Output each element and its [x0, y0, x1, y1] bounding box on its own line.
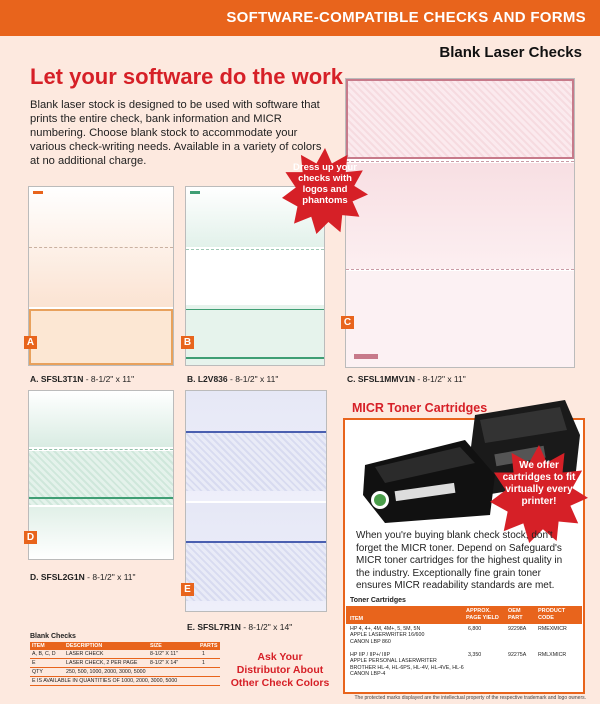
micr-burst-text: We offer cartridges to fit virtually every printer! — [502, 460, 576, 507]
promo-burst-text: Dress up your checks with logos and phantoms — [293, 162, 357, 206]
check-letter-a: A — [24, 336, 37, 349]
intro-text: Blank laser stock is designed to be used with software that prints the entire check, bank information and MICR numbering. Choose blank stock to accommodate your various check-writing needs. Available in a variety of colors at no additional charge. — [30, 99, 322, 167]
check-caption-c: C. SFSL1MMV1N - 8-1/2" x 11" — [347, 374, 466, 384]
check-letter-d: D — [24, 531, 37, 544]
headline: Let your software do the work — [30, 64, 343, 89]
micr-title: MICR Toner Cartridges — [352, 401, 488, 415]
check-letter-e: E — [181, 583, 194, 596]
check-sample-a — [28, 186, 174, 366]
check-sample-c — [345, 78, 575, 368]
check-caption-e: E. SFSL7R1N - 8-1/2" x 14" — [187, 622, 293, 632]
check-caption-a: A. SFSL3T1N - 8-1/2" x 11" — [30, 374, 135, 384]
page-subtitle: Blank Laser Checks — [439, 44, 582, 61]
toner-table-title: Toner Cartridges — [350, 597, 406, 604]
section-title: SOFTWARE-COMPATIBLE CHECKS AND FORMS — [226, 9, 586, 26]
toner-table-header: ITEM APPROX. PAGE YIELD OEM PART PRODUCT CODE — [346, 606, 582, 624]
blank-checks-header: ITEM DESCRIPTION SIZE PARTS — [30, 642, 220, 650]
blank-checks-row: QTY 250, 500, 1000, 2000, 3000, 5000 — [30, 668, 220, 677]
blank-checks-title: Blank Checks — [30, 633, 76, 640]
check-caption-b: B. L2V836 - 8-1/2" x 11" — [187, 374, 279, 384]
check-sample-e — [185, 390, 327, 612]
micr-text: When you're buying blank check stock, don't forget the MICR toner. Depend on Safeguard's MICR toner cartridges for the highest quality in the industry. Exceptionally fine grain toner ensures MICR readability standards are met. — [356, 530, 563, 591]
check-sample-d — [28, 390, 174, 560]
header-bar — [0, 0, 600, 36]
blank-checks-row: E LASER CHECK, 2 PER PAGE 8-1/2" X 14" 1 — [30, 659, 220, 668]
blank-checks-row: A, B, C, D LASER CHECK 8-1/2" X 11" 1 — [30, 650, 220, 659]
toner-row: HP 4, 4+, 4M, 4M+, 5, 5M, 5N APPLE LASERWRITER 16/600 CANON LBP 860 6,800 92298A RMEXMICR — [350, 626, 567, 645]
check-caption-d: D. SFSL2G1N - 8-1/2" x 11" — [30, 572, 136, 582]
check-letter-b: B — [181, 336, 194, 349]
toner-row: HP IIP / IIP+/ IIIP APPLE PERSONAL LASERWRITER BROTHER HL-4, HL-6PS, HL-4V, HL-4VE, HL-6 CANON LBP-4 3,350 92275A RMLXMICR — [350, 652, 567, 678]
footnote: The protected marks displayed are the intellectual property of the respective trademark and logo owners. — [354, 695, 586, 701]
check-letter-c: C — [341, 316, 354, 329]
blank-checks-row: E IS AVAILABLE IN QUANTITIES OF 1000, 2000, 3000, 5000 — [30, 677, 220, 686]
ask-distributor: Ask Your Distributor About Other Check Colors — [230, 651, 330, 689]
